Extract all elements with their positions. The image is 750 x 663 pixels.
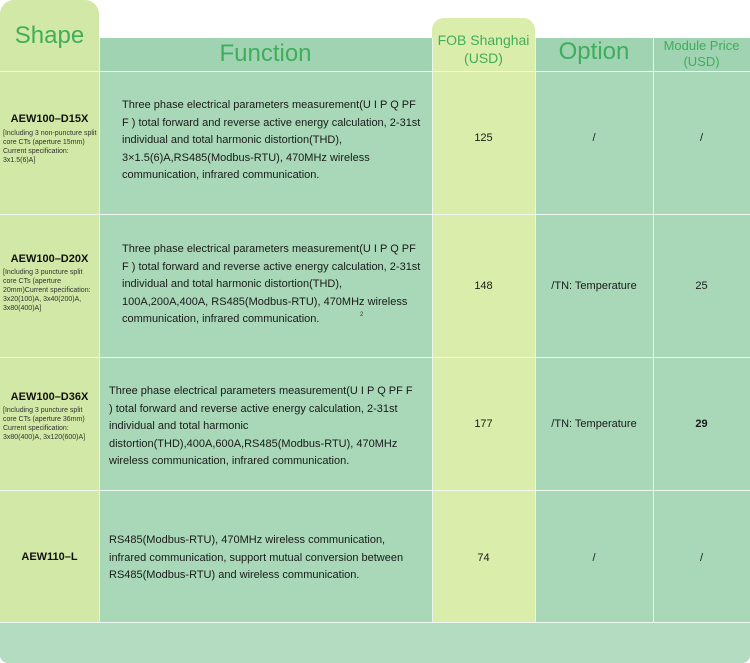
row-divider xyxy=(0,357,750,358)
header-function: Function xyxy=(219,40,312,67)
model-spec: [Including 3 puncture split core CTs (aperture 20mm)Current specification: 3x20(100)A, 3x40(200)A, 3x80(400)A] xyxy=(3,269,91,312)
option-value: /TN: Temperature xyxy=(551,418,637,430)
module-price: / xyxy=(699,552,704,564)
model-name: AEW100–D36X xyxy=(10,391,89,403)
model-name: AEW100–D15X xyxy=(10,113,89,125)
module-price: 29 xyxy=(695,418,708,430)
column-divider xyxy=(432,38,433,622)
option-value: /TN: Temperature xyxy=(551,280,637,292)
model-spec: [Including 3 puncture split core CTs (aperture 36mm) Current specification: 3x80(400)A, 3x120(600)A] xyxy=(3,407,86,441)
model-spec: [Including 3 non-puncture split core CTs (aperture 15mm) Current specification: 3x1.5(6)A] xyxy=(3,130,97,164)
row-divider xyxy=(0,622,750,623)
footnote-mark: 2 xyxy=(360,312,364,318)
fob-column xyxy=(432,18,535,622)
model-name: AEW110–L xyxy=(21,551,78,563)
function-text: Three phase electrical parameters measurement(U I P Q PF F ) total forward and reverse active energy calculation, 2-31st individual and total harmonic distortion(THD),400A,600A,RS485(Modbus-RTU), 470MHz wireless communication, infrared communication. xyxy=(109,385,413,467)
header-fob-shanghai: FOB Shanghai (USD) xyxy=(437,32,530,66)
fob-price: 125 xyxy=(474,132,493,144)
table-footer-band xyxy=(0,622,750,663)
function-text: Three phase electrical parameters measurement(U I P Q PF F ) total forward and reverse active energy calculation, 2-31st individual and total harmonic distortion(THD), 100A,200A,400A, RS485(Modbus-RTU), 470MHz wireless communication, infrared communication. xyxy=(122,243,421,325)
header-shape: Shape xyxy=(14,22,85,49)
fob-price: 177 xyxy=(474,418,493,430)
function-text: RS485(Modbus-RTU), 470MHz wireless communication, infrared communication, support mutual conversion between RS485(Modbus-RTU) and wireless communication. xyxy=(109,534,404,581)
header-option: Option xyxy=(558,38,630,65)
module-price: / xyxy=(699,132,704,144)
column-divider xyxy=(653,38,654,622)
row-divider xyxy=(0,490,750,491)
option-value: / xyxy=(592,132,596,144)
row-divider xyxy=(0,71,750,72)
header-module-price: Module Price (USD) xyxy=(663,38,740,69)
option-value: / xyxy=(592,552,596,564)
row-divider xyxy=(0,214,750,215)
column-divider xyxy=(535,38,536,622)
function-text: Three phase electrical parameters measurement(U I P Q PF F ) total forward and reverse active energy calculation, 2-31st individual and total harmonic distortion(THD), 3×1.5(6)A,RS485(Modbus-RTU), 470MHz wireless communication, infrared communication. xyxy=(122,99,421,181)
fob-price: 74 xyxy=(477,552,490,564)
column-divider xyxy=(99,38,100,622)
fob-price: 148 xyxy=(474,280,493,292)
module-price: 25 xyxy=(695,280,708,292)
model-name: AEW100–D20X xyxy=(10,253,89,265)
